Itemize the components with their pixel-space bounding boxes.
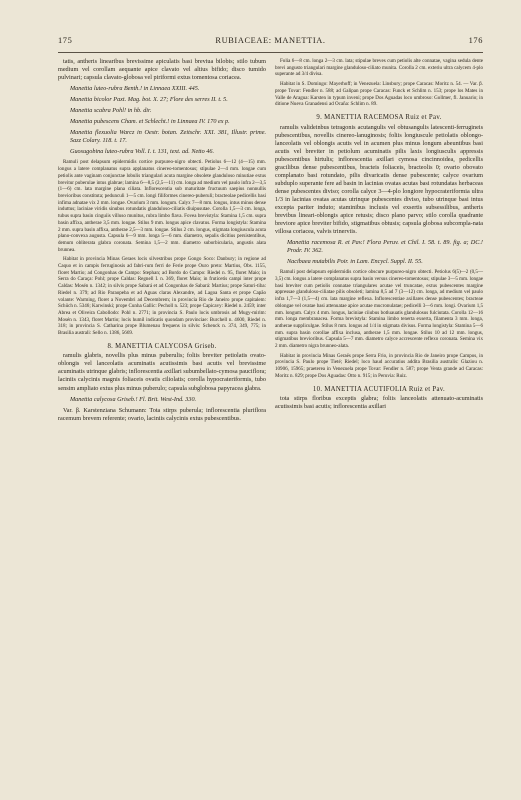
description-paragraph: tatis, antheris linearibus brevissime apiculatis basi breviua bilobis; stilo tubum medium vel corollam aequante apice clavato vel altius bifido; disco tumido pulvinari; capsula clavato-globosa vel piriformi extus tomentosa coriacea. bbox=[58, 58, 266, 82]
synonym-line: Manettia flexuolia Warcz in Oestr. botan. Zeitschr. XXI. 381, Illustr. prime. Sazz Colary. 118. t. 17. bbox=[70, 129, 266, 145]
small-print-paragraph: Ramuli post delapsum epidermidis cortice obscure purpureo-nigro obtecti. Petiolus 6(5)—2 (0,5—3,5) cm. longus a latere complanatus supra basin versus cinereo-tomentosus; stipulae 3—5 mm. longae basi breviter cum petiolis connatae triangulares acutae vel truncatae, extus pubescentes margine appressae glanduloso-ciliatae pilis obsoleti; lamina 8,5 ad 7 (3—12) cm. longa, ad medium vel paulo infra 1,7—3 (1,5—4) cm. lata margine reflexa. Inflorescentiae axillares dense pubescentes; bracteae oblongae vel ovatae basi attenuatae apice acutae mucronulatae; pedicelli 3—6 mm. longi. Ovarium 1,5 mm. longum. Calyx 4 mm. longus, laciniae ciiubus botluauatis glandulosus fulciutata. Corolla 12—16 mm. longa membranacea. Forma brevistyla: Stamina limbo tenerta exserta, filamenta 3 mm. longa, antherae suppliculgae. Stilus 8 mm. longus ad 1/4 in stigmata divisus. Forma longistyla: Stamina 5—6 mm. supra basin corollae affixa inclusa, antherae 1,5 mm. longae. Stilus 10 ad 12 mm. longus, stigmatibus brevioribus. Capsula 5—7 mm. diametro calyce accrescente reflexo coronata. Semina vix 2 mm. diametro nigra brunneo-alata. bbox=[275, 269, 483, 350]
synonym-line: Manettia luteo-rubra Benth.! in Linnaea XXIII. 445. bbox=[70, 85, 200, 93]
synonym-line: Manettia racemosa R. et Pav.! Flora Peruv. et Chil. I. 58. t. 89. fig. a; DC.! Prodr. IV. 362. bbox=[287, 239, 483, 255]
description-paragraph: ramulis glabris, novellis plus minus puberulis; foliis breviter petiolatis ovato-oblongis vel lanceolatis acuminatis acutissimis basi acutis vel brevissime acuminatis utrinque glabris; inflorescentia axillari subumbellato-cymosa pauciflora; laciniis calycinis magnis foliaceis ovatis ciliolatis; corolla hypocrateriformis, tubo sensim ampliato extus plus minus puberulo; capsula subglobosa papyracea glabra. bbox=[58, 352, 266, 392]
synonym-line: Manettia calycosa Griseb.! Fl. Brit. West-Ind. 330. bbox=[70, 395, 197, 403]
synonym-line: Manettia scabra Pohl! in hb. dir. bbox=[70, 107, 152, 115]
left-column bbox=[58, 58, 266, 426]
species-heading: 10. MANETTIA ACUTIFOLIA Ruiz et Pav. bbox=[312, 385, 446, 393]
small-print-paragraph: Habitat in S. Domingo: Mayerhoff; in Venezuela: Linsbury; prope Caracas: Moritz n. 54. — Var. β. prope Tovar: Fendler n. 588; ad Galipan prope Caracas: Funck et Schlim n. 153; prope los Mates in Valle de Aragua: Karsten in typum inveni; prope Dos Aguadas loco umbroso: Gollmer, fl. Januario; in ditione Nueva Granadensi ad Ocaña: Schlim n. 89. bbox=[275, 81, 483, 108]
page-number-left: 175 bbox=[58, 36, 73, 45]
synonym-line: Manettia bicolor Paxt. Mag. bot. X. 27; Flore des serres II. t. 5. bbox=[70, 96, 228, 104]
species-heading: 8. MANETTIA CALYCOSA Griseb. bbox=[107, 342, 217, 350]
description-paragraph: ramulis valideinbus tetragonis acutangulis vel obtusangulis latescenti-ferrugineis pubescentibus, novellis cinereo-lanuginosis; foliis longiuscule petiolatis oblongo-lanceolatis vel oblongis acutis vel in acumen plus minus longum abeuntibus basi acutis vel breviter in petiolum acuminatis pilis laxis longiusculis appressis pubescentibus hirtulis; inflorescentia axillari cymosa cincinnoidea, pedicellis gracilibus dense pubescentibus, bracteis foliaceis, bracteolis 0; ovario obovato complanato basi rotundato, pilis divaricatis dense pubescente; calyce ovarium subduplo superante fere ad basin in lacinias ovatas acutas basi rotundatas herbaceas dense pubescentes diviso; corolla calyce 3—4-plo longiore hypocrateriformia ultra 1/3 in lacinias ovatas acutas utrinque pubescentes diviso, tubo utrinque basi intus excepta pariter induto; staminibus inclusis vel exsertis subsessilibus, antheris brevibus lineari-oblongis apice retusis; disco plano parvo; stilo corolla quadrante breviore apice breviter bifido, stigmatibus obtusis; capsula globosa subcompla-nata villosa coriacea, valvis trinerviis. bbox=[275, 123, 483, 236]
running-header bbox=[58, 36, 483, 50]
page-number-right: 176 bbox=[468, 36, 483, 45]
synonym-line: Nacibaea mutabilis Poir. in Lam. Encycl. Suppl. II. 55. bbox=[287, 258, 423, 266]
small-print-paragraph: Ramuli post delapsum epidermidis cortice purpureo-nigro obtecti. Petiolus 6—12 (4—15) mm. longus a latere complanatus supra applanatus cinereo-tomentosus; stipulae 2—4 mm. longae cum petiolis ante vaginam conjunctae lobulis triangulari acuta margine obsolete glanduloso minutiae extus brevitur puberulae intus glabrae; lamina 6—8,5 (2,5—11) cm. longa ad medium vel paulo infra 2—3,5 (1—6) cm. lata margine plana ciliata. Inflorescentia sub maturitate fructuum saepius nonnullis brevioribus constituta; pedunculi 1—5 cm. longi filiformes cinereo-puberuli; bracteolae pedicellis basi infima adnatae vix 2 mm. longae. Ovarium 3 mm. longum. Calyx 7—8 mm. longus, intus minus dense induttus; laciniae viridis sinubus rotundatis glanduloso-ciliatis diuipusutae. Corolla 1,5—3 cm. longa, tubus supra basin cinguiis villuso munitus, rubra limbo flava. Fovea brevistyla: Stamina 1,5 cm. supra basin affixa, antherae 3,5 mm. longae. Stilus 9 mm. longus apice clavatus. Forma longistyla: Stamina 2 mm. supra basin affixa, antherae 2,5—3 mm. longae. Stilus 2 cm. longus, stigmata longiuscula acuta plano-convexa augusta. Capsula 6—9 mm. longa 5—6 mm. diametro, sepalis dicitius persistentibus, demum obliterata glabra coronata. Semina 1,5—2 mm. diametro suborbicularia, angustis alata brunnea. bbox=[58, 159, 266, 253]
small-print-paragraph: Folia 6—8 cm. longa 2—3 cm. lata; stipulae breves cum petiolis alte connatae, vagina sedula dente brevi angusto triangulari margine glanduloso-ciliato munita. Corolla 2 cm. exteriu ultra calycem 4-plo superante ad 3/4 divisa. bbox=[275, 58, 483, 78]
description-paragraph: Var. β. Karstenziana Schumann: Tota stirps puberula; inflorescentia pluriflora racemum brevem referente; ovario, laciniis calycinis extus pubescentibus. bbox=[58, 406, 266, 422]
small-print-paragraph: Habitat in provincia Minas Geraës prope Serra Frio, in provincia Rio de Janeiro prope Campos, in provincia S. Paulo prope Tieté; Riedel; loco haud accuratius addita Brasilia australis: Glaziou n. 10906, 15965; praeterea in Venezuela prope Tovar: Fendler n. 587; prope Venta grande ad Caracas: Moritz n. 829; prope Dos Aguadas: Otto n. 915; in Peruvia: Ruiz. bbox=[275, 352, 483, 379]
synonym-line: Guosugobina luteo-rubra Voll. I. t. 131, text. ad. Netto 46. bbox=[70, 148, 215, 156]
description-paragraph: tota stirps floribus exceptis glabra; foliis lanceolatis attenuato-acuminatis acutissimis basi acutis; inflorescentia axillari bbox=[275, 395, 483, 411]
synonym-line: Manettia pubescens Cham. et Schlecht.! in Linnaea IV. 170 ex p. bbox=[70, 118, 230, 126]
header-rule bbox=[58, 52, 483, 53]
species-heading: 9. MANETTIA RACEMOSA Ruiz et Pav. bbox=[316, 113, 442, 121]
running-title: RUBIACEAE: MANETTIA. bbox=[215, 36, 326, 45]
small-print-paragraph: Habitat in provincia Minas Geraes locis silvestribus prope Gongo Soco: Danbury; in regione ad Caquo et in campis ferruginosis ad fabri-rum ferri de Ferie prope Ouro preto: Martius, Obs. 1155, floret Martio; ad Congonhas de Campo: Stephan; ad Bordo do Campo: Riedel n. 95, floret Maio; in Serra do Caraça: Pohl; prope Caldas: Regnell I. n. 369, floret Maio; in fruticetis campi inter prope Caldas: Mosén n. 1342; in silvis prope Sabará et ad Congonhas de Sabará: Martius; prope Saturi-tiba: Riedel n. 379; ad Rio Paraopeba et ad Aguas claras Alexandre, ad Lagoa Santa et prope Capão volante: Warming, floret a Novembri ad Decembrem; in provincia Rio de Janeiro prope capitalem: Schüch n. 5346; Karwinski; prope Cunha Gallic: Pecholl n. 523; prope Capicavy: Riedel n. 2459; inter Abrea et Oliveira Cabollodo: Pohl n. 2771; in provincia S. Paulo locis umbrosis ad Mugy-mirim: Mosén n. 1343, floret Martio; locis humil indicatis quondam provinciae: Burchell n. 4600, Riedel n. 318; in provincia S. Catharina prope Blumenau frequens in silvis: Schenck n. 374, 349, 775; in Brasilia australi: Sello n. 1386, 5669. bbox=[58, 256, 266, 337]
right-column bbox=[275, 58, 483, 414]
